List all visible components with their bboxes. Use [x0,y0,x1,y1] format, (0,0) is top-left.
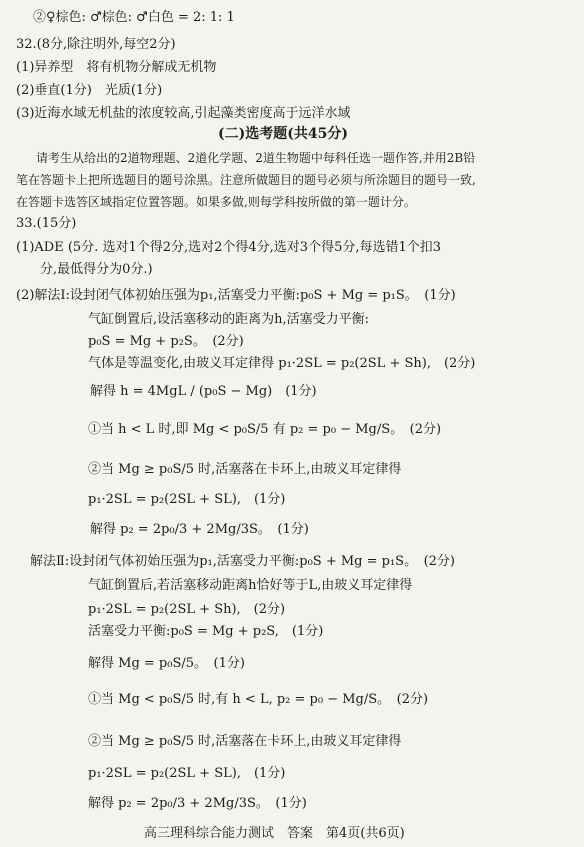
method-1-case-2-eq: p₁·2SL = p₂(2SL + SL), (1分) [88,492,286,507]
question-32-header: 32.(8分,除注明外,每空2分) [16,37,176,52]
instruction-line-3: 在答题卡选答区域指定位置答题。如果多做,则每学科按所做的第一题计分。 [16,195,416,209]
answer-33-1: (1)ADE (5分. 选对1个得2分,选对2个得4分,选对3个得5分,每选错1个扣3 [16,240,442,255]
method-2-case-2: ②当 Mg ≥ p₀S/5 时,活塞落在卡环上,由玻义耳定律得 [88,734,402,749]
answer-32-3: (3)近海水域无机盐的浓度较高,引起藻类密度高于远洋水域 [16,106,351,121]
method-1-solve-h: 解得 h = 4MgL / (p₀S − Mg) (1分) [90,384,317,399]
method-1-result: 解得 p₂ = 2p₀/3 + 2Mg/3S。 (1分) [90,522,309,537]
answer-32-2: (2)垂直(1分) 光质(1分) [16,83,163,98]
method-2-boyle: p₁·2SL = p₂(2SL + Sh), (2分) [88,602,286,617]
method-2-force: 活塞受力平衡:p₀S = Mg + p₂S, (1分) [88,624,324,639]
method-1-step-2: 气缸倒置后,设活塞移动的距离为h,活塞受力平衡: [88,312,370,327]
method-1-intro: (2)解法Ⅰ:设封闭气体初始压强为p₁,活塞受力平衡:p₀S + Mg = p₁S。 (1分) [16,288,456,303]
instruction-line-1: 请考生从给出的2道物理题、2道化学题、2道生物题中每科任选一题作答,并用2B铅 [36,151,476,165]
method-1-eq-1: p₀S = Mg + p₂S。 (2分) [88,334,244,349]
method-2-intro: 解法Ⅱ:设封闭气体初始压强为p₁,活塞受力平衡:p₀S + Mg = p₁S。 (2分) [30,554,456,569]
genotype-ratio-line: ②♀棕色: ♂棕色: ♂白色 = 2: 1: 1 [33,10,235,25]
answer-33-1-cont: 分,最低得分为0分.) [40,262,153,277]
method-2-case-2-eq: p₁·2SL = p₂(2SL + SL), (1分) [88,766,286,781]
method-2-step-2: 气缸倒置后,若活塞移动距离h恰好等于L,由玻义耳定律得 [88,578,413,593]
method-1-boyle: 气体是等温变化,由玻义耳定律得 p₁·2SL = p₂(2SL + Sh), (2分) [88,356,476,371]
method-1-case-1: ①当 h < L 时,即 Mg < p₀S/5 有 p₂ = p₀ − Mg/S。 (2分) [88,422,442,437]
method-2-case-1: ①当 Mg < p₀S/5 时,有 h < L, p₂ = p₀ − Mg/S。 (2分) [88,692,429,707]
page-footer: 高三理科综合能力测试 答案 第4页(共6页) [144,826,405,841]
answer-32-1: (1)异养型 将有机物分解成无机物 [16,60,217,75]
instruction-line-2: 笔在答题卡上把所选题目的题号涂黑。注意所做题目的题号必须与所涂题目的题号一致, [16,173,476,187]
question-33-header: 33.(15分) [16,216,77,231]
section-title-elective: (二)选考题(共45分) [218,126,348,142]
method-2-result: 解得 p₂ = 2p₀/3 + 2Mg/3S。 (1分) [88,796,307,811]
method-2-solve-mg: 解得 Mg = p₀S/5。 (1分) [88,656,245,671]
method-1-case-2: ②当 Mg ≥ p₀S/5 时,活塞落在卡环上,由玻义耳定律得 [88,462,402,477]
